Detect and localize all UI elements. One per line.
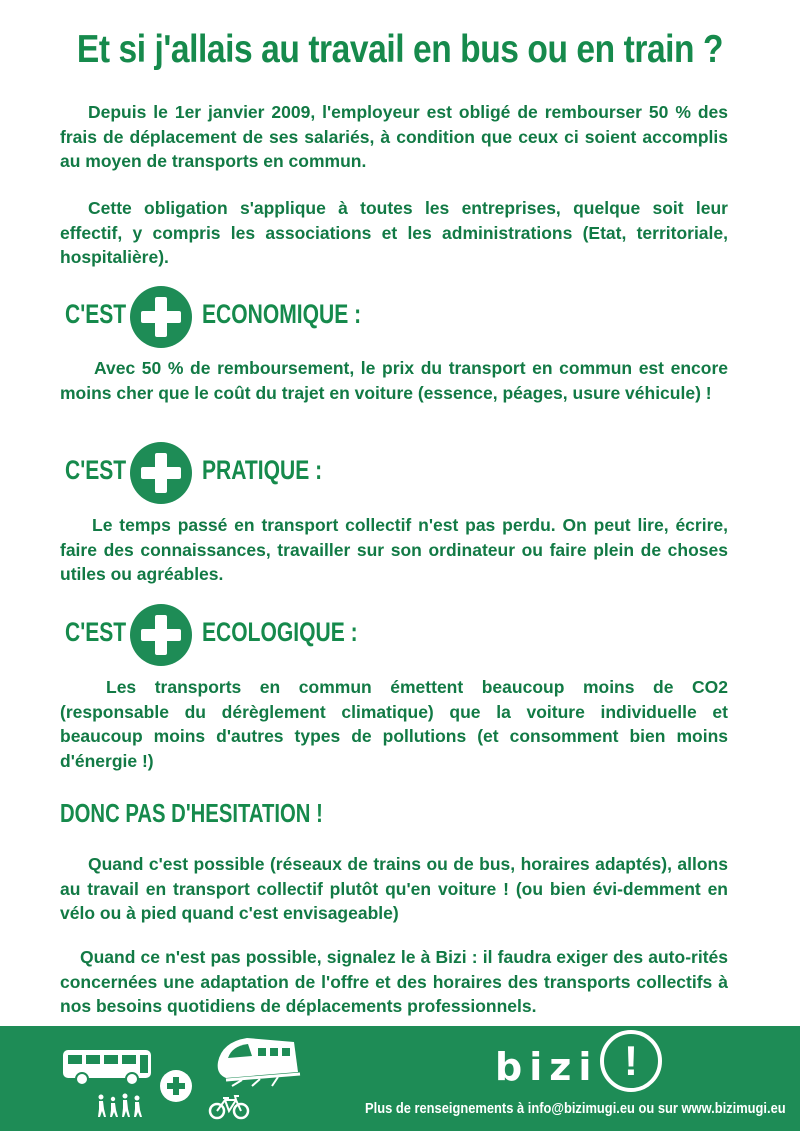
exclamation-icon: ! [600,1030,662,1092]
section-economique [60,286,460,350]
section-heading-economique: ECONOMIQUE : [202,299,362,329]
pedestrians-icon [95,1093,145,1119]
contact-info: Plus de renseignements à info@bizimugi.eu ou sur www.bizimugi.eu [365,1100,786,1117]
paragraph-pratique-text: Le temps passé en transport collectif n'est pas perdu. On peut lire, écrire, faire des connaissances, travailler sur son ordinateur ou faire plein de choses utiles ou agréables. [60,515,728,584]
section-ecologique [60,604,460,668]
bicycle-icon [208,1095,250,1121]
plus-icon [130,442,192,504]
paragraph-pratique [60,513,728,587]
paragraph-intro-text: Depuis le 1er janvier 2009, l'employeur est obligé de rembourser 50 % des frais de déplacement de ses salariés, à condition que ceux ci soient accomplis au moyen de transports en commun. [60,102,728,171]
paragraph-economique-text: Avec 50 % de remboursement, le prix du transport en commun est encore moins cher que le coût du trajet en voiture (essence, péages, usure véhicule) ! [60,358,728,403]
section-prefix: C'EST [65,617,127,647]
paragraph-economique [60,356,728,405]
section-prefix: C'EST [65,455,127,485]
paragraph-not-possible [60,945,728,1019]
bus-icon [62,1048,154,1086]
bizi-logo: bizi [495,1045,599,1089]
plus-icon [130,286,192,348]
paragraph-ecologique-text: Les transports en commun émettent beaucoup moins de CO2 (responsable du dérèglement climatique) que la voiture individuelle et beaucoup moins d'autres types de pollutions (et consomment bien moins d'énergie !) [60,677,728,771]
paragraph-obligation [60,196,728,270]
paragraph-intro [60,100,728,174]
donc-heading: DONC PAS D'HESITATION ! [60,798,323,828]
page-title: Et si j'allais au travail en bus ou en train ? [76,28,724,71]
paragraph-possible-text: Quand c'est possible (réseaux de trains ou de bus, horaires adaptés), allons au travail en transport collectif plutôt qu'en voiture ! (ou bien évi-demment en vélo ou à pied quand c'est envisageable) [60,854,728,923]
section-heading-pratique: PRATIQUE : [202,455,323,485]
paragraph-obligation-text: Cette obligation s'applique à toutes les entreprises, quelque soit leur effectif, y compris les associations et les administrations (Etat, territoriale, hospitalière). [60,198,728,267]
section-prefix: C'EST [65,299,127,329]
train-icon [212,1032,302,1090]
paragraph-possible [60,852,728,926]
plus-icon [130,604,192,666]
paragraph-ecologique [60,675,728,773]
paragraph-not-possible-text: Quand ce n'est pas possible, signalez le à Bizi : il faudra exiger des auto-rités concernées une adaptation de l'offre et des horaires des transports collectifs à nos besoins quotidiens de déplacements professionnels. [60,947,728,1016]
section-heading-ecologique: ECOLOGIQUE : [202,617,358,647]
section-pratique [60,442,460,506]
small-plus-icon [160,1070,192,1102]
